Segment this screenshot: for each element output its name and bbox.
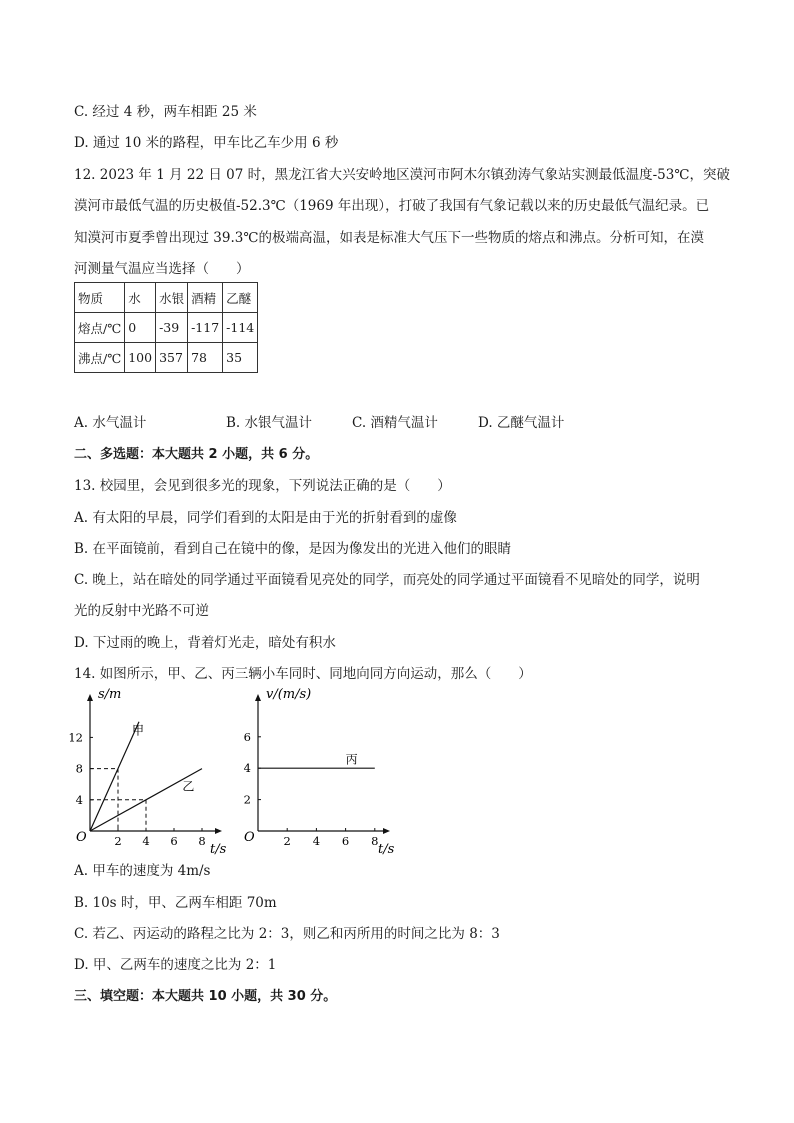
x-tick-label: 6	[170, 834, 178, 848]
y-axis-label: s/m	[98, 687, 122, 702]
series-label: 甲	[132, 723, 145, 738]
y-axis-arrow	[255, 694, 261, 701]
q13-option-a: A. 有太阳的早晨，同学们看到的太阳是由于光的折射看到的虚像	[74, 510, 457, 526]
q12-stem-line-2: 漠河市最低气温的历史极值-52.3℃（1969 年出现），打破了我国有气象记载以来的历史最低气温纪录。已	[74, 198, 710, 214]
table-cell: 357	[156, 343, 188, 373]
x-axis-label: t/s	[210, 842, 227, 857]
q11-option-c: C. 经过 4 秒，两车相距 25 米	[74, 104, 257, 120]
table-cell: 水银	[156, 283, 188, 313]
section-heading-fill-in: 三、填空题：本大题共 10 小题，共 30 分。	[74, 989, 337, 1004]
x-axis-arrow	[383, 828, 390, 834]
q12-stem-line-3: 知漠河市夏季曾出现过 39.3℃的极端高温，如表是标准大气压下一些物质的熔点和沸点。分析可知，在漠	[74, 230, 704, 246]
series-line-1	[90, 722, 139, 831]
table-cell: -39	[156, 313, 188, 343]
table-cell: 乙醚	[223, 283, 258, 313]
q14-option-d: D. 甲、乙两车的速度之比为 2：1	[74, 957, 277, 973]
x-tick-label: 8	[371, 834, 379, 848]
q12-stem-line-4: 河测量气温应当选择（ ）	[74, 261, 250, 277]
section-heading-multiple-choice: 二、多选题：本大题共 2 小题，共 6 分。	[74, 447, 319, 462]
x-tick-label: 4	[312, 834, 321, 848]
q13-stem: 13. 校园里，会见到很多光的现象，下列说法正确的是（ ）	[74, 478, 451, 494]
y-tick-label: 2	[243, 792, 251, 807]
q12-option-c: C. 酒精气温计	[352, 415, 438, 431]
q12-option-b: B. 水银气温计	[226, 415, 313, 431]
q13-option-d: D. 下过雨的晚上，背着灯光走，暗处有积水	[74, 635, 336, 651]
series-label: 丙	[345, 752, 358, 767]
y-axis-arrow	[87, 694, 93, 701]
series-label: 乙	[182, 779, 195, 794]
v-t-graph	[238, 688, 408, 856]
x-tick-label: 6	[341, 834, 350, 848]
table-cell: 0	[125, 313, 156, 343]
q14-option-c: C. 若乙、丙运动的路程之比为 2：3，则乙和丙所用的时间之比为 8：3	[74, 926, 500, 942]
table-cell: 100	[125, 343, 156, 373]
table-header-row	[75, 283, 258, 313]
table-cell: 沸点/℃	[75, 343, 125, 373]
table-row	[75, 343, 258, 373]
origin-label: O	[76, 830, 87, 845]
q14-option-a: A. 甲车的速度为 4m/s	[74, 863, 211, 879]
y-tick-label: 8	[75, 761, 83, 776]
table-cell: 熔点/℃	[75, 313, 125, 343]
x-tick-label: 2	[114, 834, 122, 848]
x-axis-arrow	[215, 828, 222, 834]
y-tick-label: 4	[75, 792, 83, 807]
x-tick-label: 2	[283, 834, 291, 848]
table-row	[75, 313, 258, 343]
s-t-graph	[70, 688, 240, 856]
y-tick-label: 12	[68, 730, 83, 745]
table-cell: -114	[223, 313, 258, 343]
table-cell: -117	[188, 313, 223, 343]
q12-option-a: A. 水气温计	[74, 415, 147, 431]
q11-option-d: D. 通过 10 米的路程，甲车比乙车少用 6 秒	[74, 135, 339, 151]
y-tick-label: 4	[243, 761, 251, 776]
q14-option-b: B. 10s 时，甲、乙两车相距 70m	[74, 895, 277, 911]
table-cell: 物质	[75, 283, 125, 313]
q12-option-d: D. 乙醚气温计	[478, 415, 565, 431]
table-cell: 水	[125, 283, 156, 313]
y-tick-label: 6	[243, 729, 251, 744]
y-axis-label: v/(m/s)	[266, 687, 312, 702]
origin-label: O	[244, 830, 255, 845]
x-tick-label: 4	[142, 834, 150, 848]
x-axis-label: t/s	[378, 842, 395, 857]
table-cell: 35	[223, 343, 258, 373]
melting-boiling-table	[74, 282, 258, 373]
x-tick-label: 8	[198, 834, 206, 848]
q14-stem: 14. 如图所示，甲、乙、丙三辆小车同时、同地向同方向运动，那么（ ）	[74, 666, 532, 682]
q13-option-b: B. 在平面镜前，看到自己在镜中的像，是因为像发出的光进入他们的眼睛	[74, 541, 512, 557]
q12-stem-line-1: 12. 2023 年 1 月 22 日 07 时，黑龙江省大兴安岭地区漠河市阿木尔镇劲涛气象站实测最低温度-53℃，突破	[74, 167, 730, 183]
q13-option-c-line-1: C. 晚上，站在暗处的同学通过平面镜看见亮处的同学，而亮处的同学通过平面镜看不见暗处的同学，说明	[74, 572, 700, 588]
q13-option-c-line-2: 光的反射中光路不可逆	[74, 603, 209, 619]
table-cell: 78	[188, 343, 223, 373]
table-cell: 酒精	[188, 283, 223, 313]
